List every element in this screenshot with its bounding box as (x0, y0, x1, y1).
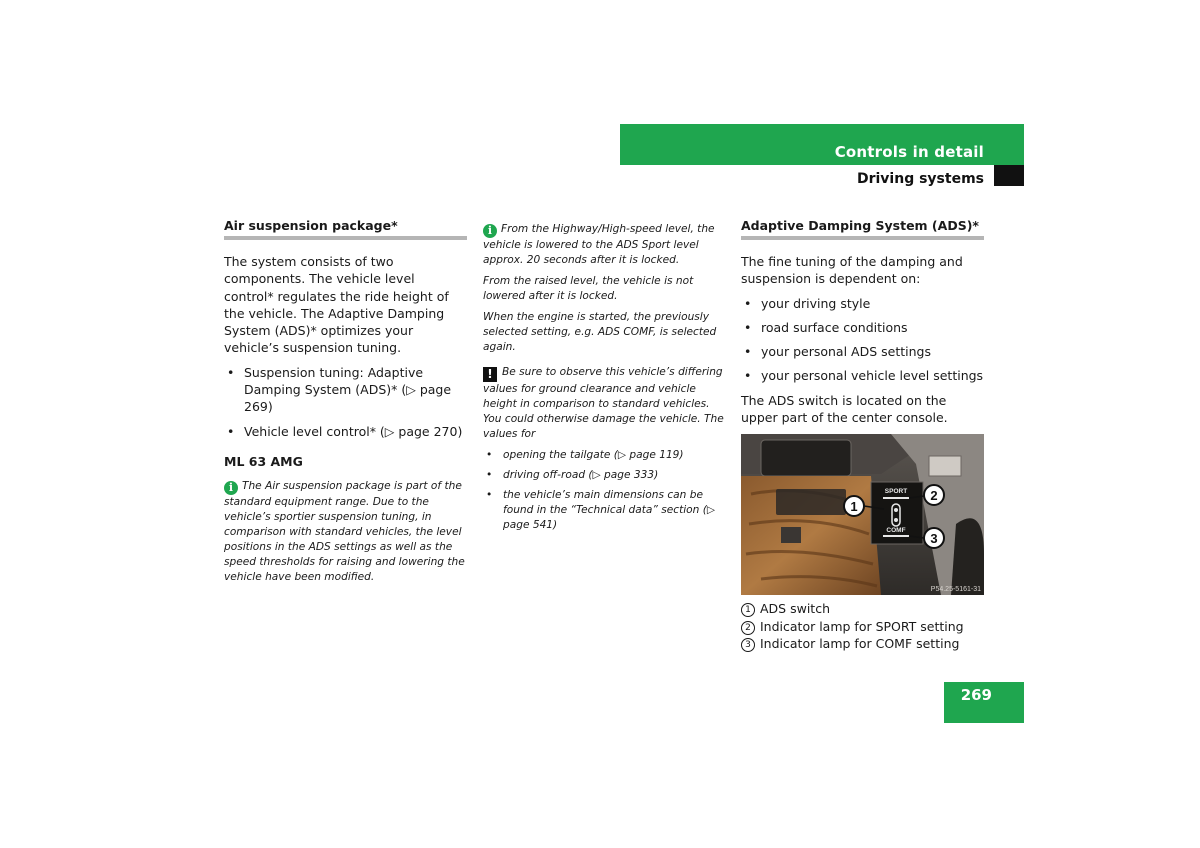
header-marker (994, 165, 1024, 186)
list-item: • your personal ADS settings (741, 343, 984, 360)
caption-number: 3 (741, 638, 755, 652)
warning-bullet-list (483, 448, 726, 533)
comf-label: COMF (886, 527, 906, 535)
note-highway (483, 222, 726, 268)
callout-3-label: 3 (930, 531, 938, 547)
list-item: • driving off-road (▷ page 333) (483, 468, 726, 483)
sport-label: SPORT (884, 488, 908, 496)
caption-text: Indicator lamp for COMF setting (760, 635, 960, 651)
warning-note (483, 365, 726, 442)
page-number: 269 (960, 686, 992, 704)
list-item: • Suspension tuning: Adaptive Damping System (ADS)* (▷ page 269) (224, 364, 467, 416)
caption-text: ADS switch (760, 601, 830, 617)
note-raised: From the raised level, the vehicle is not lowered after it is locked. (483, 275, 694, 302)
console-illustration (741, 434, 984, 595)
column-right (741, 218, 984, 652)
center-console-photo (741, 434, 984, 595)
paragraph-fine-tuning: The fine tuning of the damping and suspension is dependent on: (741, 254, 963, 287)
callout-1-label: 1 (850, 499, 858, 515)
note-ml63 (224, 479, 467, 585)
bullet-list-components (224, 364, 467, 440)
caption-item (741, 618, 984, 635)
caption-item (741, 600, 984, 617)
bullet-list-factors (741, 295, 984, 385)
warning-text: Be sure to observe this vehicle’s differing values for ground clearance and vehicle height in comparison to standard vehicles. You could otherwise damage the vehicle. The values for (483, 366, 724, 440)
column-middle (483, 222, 726, 538)
list-item: • road surface conditions (741, 319, 984, 336)
caption-number: 1 (741, 603, 755, 617)
paragraph-switch-location: The ADS switch is located on the upper part of the center console. (741, 392, 948, 426)
caption-item (741, 635, 984, 652)
note-text: The Air suspension package is part of the standard equipment range. Due to the vehicle’s sportier suspension tuning, in comparison with standard vehicles, the level positions in the ADS settings as well as the speed thresholds for raising and lowering the vehicle have been modified. (224, 479, 465, 583)
warning-icon: ! (483, 367, 497, 382)
heading-ads: Adaptive Damping System (ADS)* (741, 218, 984, 240)
image-code: P54.25-5161-31 (930, 586, 981, 594)
section-title: Controls in detail (834, 143, 984, 161)
info-icon: i (224, 481, 238, 495)
column-left (224, 218, 467, 591)
subheading-ml63: ML 63 AMG (224, 453, 303, 469)
paragraph-components: The system consists of two components. The vehicle level control* regulates the ride height of the vehicle. The Adaptive Damping System (ADS)* optimizes your vehicle’s suspension tuning. (224, 254, 449, 356)
list-item: • the vehicle’s main dimensions can be found in the “Technical data” section (▷ page 541) (483, 488, 726, 533)
note-engine-start: When the engine is started, the previously selected setting, e.g. ADS COMF, is selected again. (483, 311, 717, 353)
info-icon: i (483, 224, 497, 238)
note-text: From the Highway/High-speed level, the vehicle is lowered to the ADS Sport level approx. 20 seconds after it is locked. (483, 223, 715, 266)
heading-air-suspension: Air suspension package* (224, 218, 467, 240)
list-item: • your personal vehicle level settings (741, 367, 984, 384)
caption-text: Indicator lamp for SPORT setting (760, 618, 964, 634)
list-item: • Vehicle level control* (▷ page 270) (224, 423, 467, 440)
caption-list (741, 600, 984, 652)
callout-2-label: 2 (930, 488, 938, 504)
list-item: • your driving style (741, 295, 984, 312)
list-item: • opening the tailgate (▷ page 119) (483, 448, 726, 463)
caption-number: 2 (741, 621, 755, 635)
section-subtitle: Driving systems (856, 171, 984, 187)
